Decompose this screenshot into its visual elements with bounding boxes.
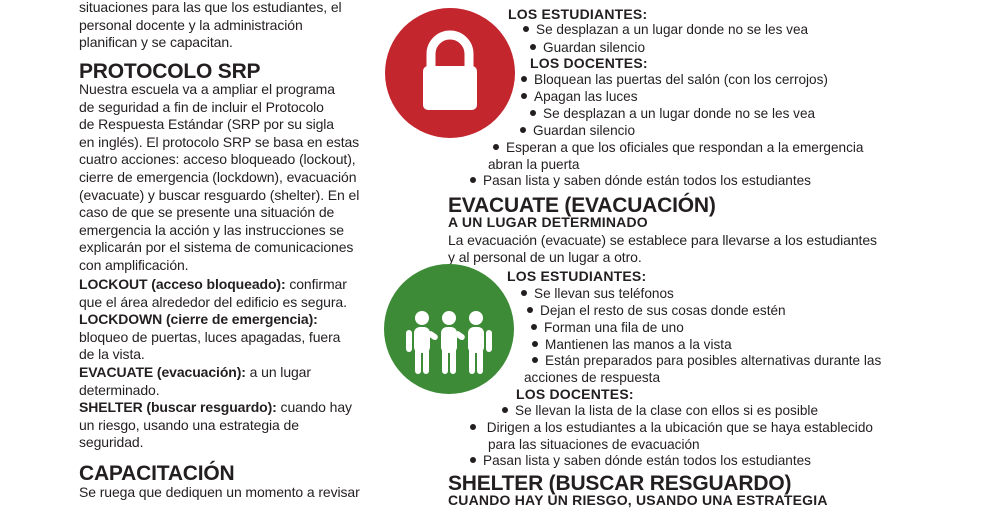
- item-text: Se desplazan a un lugar donde no se les vea: [543, 106, 816, 121]
- evacuate-description: La evacuación (evacuate) se establece para llevarse a los estudiantes: [448, 232, 877, 248]
- lockdown-teacher-item: [521, 71, 828, 88]
- lockdown-teacher-item: [493, 139, 863, 156]
- definitions: [79, 276, 409, 452]
- lockdown-definition: [79, 311, 409, 329]
- srp-line: de seguridad a fin de incluir el Protocolo: [79, 98, 324, 115]
- item-text: Apagan las luces: [534, 89, 638, 104]
- item-text: Forman una fila de uno: [544, 320, 684, 335]
- srp-line: Nuestra escuela va a ampliar el programa: [79, 81, 335, 97]
- training-heading: CAPACITACIÓN: [79, 462, 235, 485]
- srp-line: (evacuate) y buscar resguardo (shelter). En el: [79, 186, 360, 203]
- evacuate-teacher-item: [502, 402, 818, 419]
- bullet-icon: [470, 457, 476, 463]
- lockdown-teacher-item-cont: [488, 156, 579, 173]
- srp-line: explicarán por el sistema de comunicaciones: [79, 239, 354, 256]
- lockdown-teacher-item: [530, 105, 815, 122]
- evacuate-description: y al personal de un lugar a otro.: [448, 249, 642, 265]
- item-text: Se llevan sus teléfonos: [534, 286, 674, 301]
- evacuate-student-item: [532, 336, 732, 353]
- bullet-icon: [493, 144, 499, 150]
- item-text: Se desplazan a un lugar donde no se les vea: [536, 22, 809, 37]
- shelter-term: SHELTER (buscar resguardo):: [79, 399, 277, 416]
- lockdown-student-item: [530, 39, 645, 56]
- padlock-icon: [385, 8, 515, 138]
- srp-line: con amplificación.: [79, 256, 189, 273]
- item-text: Guardan silencio: [533, 123, 636, 138]
- evacuate-student-item: [531, 319, 684, 336]
- intro-line: personal docente y la administración: [79, 16, 303, 33]
- item-text: abran la puerta: [488, 157, 580, 172]
- shelter-definition-cont: un riesgo, usando una estrategia de: [79, 416, 299, 433]
- lockout-term: LOCKOUT (acceso bloqueado):: [79, 276, 286, 292]
- evacuate-definition-cont: determinado.: [79, 381, 160, 398]
- bullet-icon: [470, 177, 476, 183]
- shelter-heading: SHELTER (BUSCAR RESGUARDO): [448, 472, 792, 495]
- lockout-text: confirmar: [285, 276, 347, 292]
- evacuate-subheading: A UN LUGAR DETERMINADO: [448, 214, 648, 230]
- bullet-icon: [521, 290, 527, 296]
- evacuate-student-item: [521, 285, 674, 302]
- evacuate-teacher-item: [470, 419, 873, 436]
- item-text: Esperan a que los oficiales que respondan a la emergencia: [506, 140, 864, 155]
- bullet-icon: [527, 307, 533, 313]
- evacuate-teacher-item-cont: [488, 436, 700, 453]
- srp-line: cuatro acciones: acceso bloqueado (lockout),: [79, 151, 356, 168]
- srp-line: en inglés). El protocolo SRP se basa en estas: [79, 133, 360, 150]
- evacuate-term: EVACUATE (evacuación):: [79, 363, 246, 380]
- evacuate-student-item-cont: [524, 369, 660, 386]
- lockdown-definition-cont: bloqueo de puertas, luces apagadas, fuera: [79, 328, 341, 345]
- evacuate-students-heading: LOS ESTUDIANTES:: [507, 268, 647, 284]
- intro-line: situaciones para las que los estudiantes, el: [79, 0, 342, 15]
- lockdown-teachers-heading: LOS DOCENTES:: [530, 55, 648, 71]
- srp-line: cierre de emergencia (lockdown), evacuación: [79, 168, 357, 185]
- item-text: Mantienen las manos a la vista: [545, 337, 732, 352]
- evacuate-teachers-heading: LOS DOCENTES:: [516, 386, 634, 402]
- bullet-icon: [523, 26, 529, 32]
- item-text: Dirigen a los estudiantes a la ubicación que se haya establecido: [483, 420, 873, 435]
- bullet-icon: [532, 357, 538, 363]
- srp-line: caso de que se presente una situación de: [79, 204, 335, 221]
- shelter-subheading: CUANDO HAY UN RIESGO, USANDO UNA ESTRATEGIA: [448, 492, 828, 508]
- lockout-definition: [79, 276, 409, 294]
- bullet-icon: [532, 341, 538, 347]
- intro-line: planifican y se capacitan.: [79, 34, 233, 51]
- lockdown-teacher-item: [520, 122, 635, 139]
- item-text: Están preparados para posibles alternativas durante las: [545, 353, 882, 368]
- lockdown-term: LOCKDOWN (cierre de emergencia):: [79, 311, 318, 328]
- training-line: Se ruega que dediquen un momento a revisar: [79, 484, 360, 500]
- shelter-definition-cont: seguridad.: [79, 434, 144, 451]
- lockdown-badge: [385, 8, 515, 138]
- item-text: acciones de respuesta: [524, 370, 661, 385]
- lockdown-teacher-item: [470, 172, 811, 189]
- lockdown-teacher-item: [521, 88, 638, 105]
- lockdown-students-heading: LOS ESTUDIANTES:: [508, 6, 648, 22]
- shelter-definition: [79, 399, 409, 417]
- evacuate-student-item: [532, 352, 881, 369]
- srp-line: emergencia la acción y las instrucciones se: [79, 221, 344, 238]
- bullet-icon: [502, 407, 508, 413]
- item-text: Pasan lista y saben dónde están todos los estudiantes: [483, 173, 811, 188]
- item-text: Guardan silencio: [543, 40, 646, 55]
- bullet-icon: [530, 110, 536, 116]
- evacuate-definition: [79, 364, 409, 382]
- shelter-text: cuando hay: [276, 399, 352, 416]
- evacuate-teacher-item: [470, 452, 811, 469]
- bullet-icon: [520, 127, 526, 133]
- srp-heading: PROTOCOLO SRP: [79, 60, 261, 83]
- bullet-icon: [530, 44, 536, 50]
- evacuate-heading: EVACUATE (EVACUACIÓN): [448, 194, 716, 217]
- intro-paragraph: [79, 0, 409, 52]
- evacuate-badge: [384, 264, 514, 394]
- lockdown-student-item: [523, 21, 808, 38]
- evacuate-text: a un lugar: [245, 363, 311, 380]
- bullet-icon: [531, 324, 537, 330]
- item-text: Dejan el resto de sus cosas donde estén: [540, 303, 786, 318]
- bullet-icon: [470, 424, 476, 430]
- item-text: Pasan lista y saben dónde están todos los estudiantes: [483, 453, 811, 468]
- lockout-definition-cont: que el área alrededor del edificio es segura.: [79, 293, 347, 310]
- evacuate-student-item: [527, 302, 786, 319]
- bullet-icon: [521, 76, 527, 82]
- lockdown-definition-cont: de la vista.: [79, 346, 145, 363]
- people-group-icon: [384, 264, 514, 394]
- srp-line: de Respuesta Estándar (SRP por su sigla: [79, 116, 334, 133]
- item-text: Se llevan la lista de la clase con ellos si es posible: [515, 403, 819, 418]
- item-text: para las situaciones de evacuación: [488, 437, 700, 452]
- srp-paragraph: [79, 81, 409, 275]
- bullet-icon: [521, 93, 527, 99]
- item-text: Bloquean las puertas del salón (con los cerrojos): [534, 72, 828, 87]
